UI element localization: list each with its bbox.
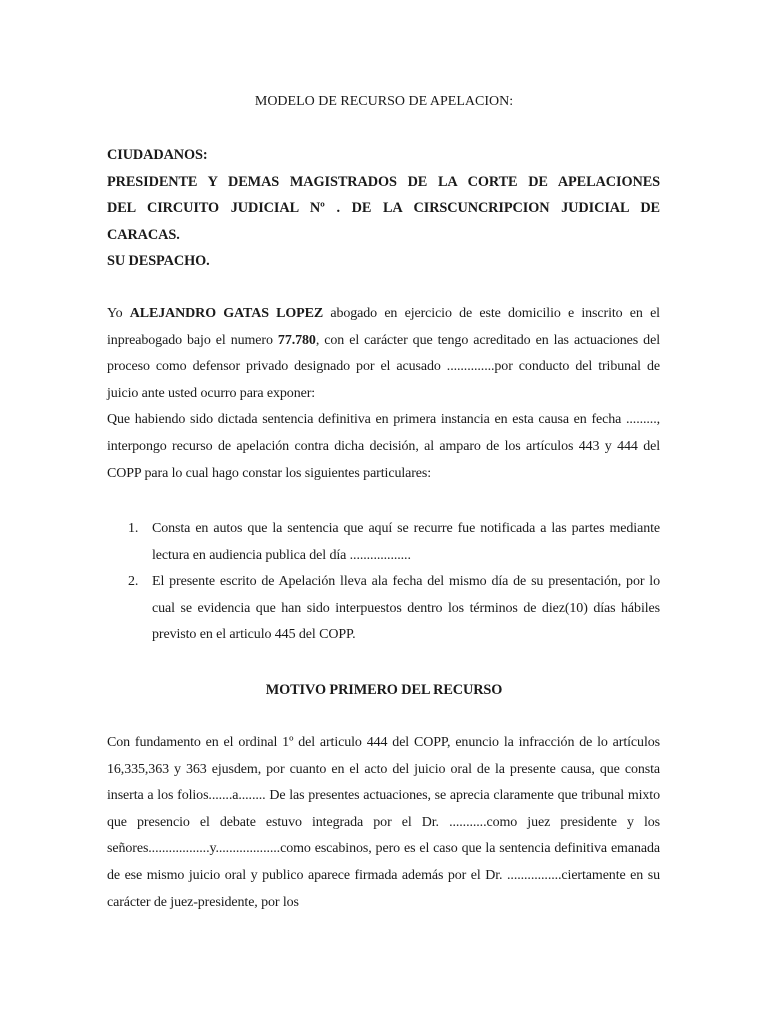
intro-p1-mid: abogado en ejercicio de este domicilio e inscrito en el inpreabogado bajo el numero	[107, 306, 660, 348]
particulars-list	[107, 516, 660, 649]
section-heading: MOTIVO PRIMERO DEL RECURSO	[265, 682, 503, 698]
address-line-caracas: CARACAS.	[107, 226, 180, 243]
address-block	[107, 142, 660, 275]
list-item	[107, 569, 660, 649]
inpreabogado-number: 77.780	[277, 332, 316, 348]
intro-paragraph-2: Que habiendo sido dictada sentencia definitiva en primera instancia en esta causa en fecha ........., interpongo recurso de apelación contra dicha decisión, al amparo de los artículos 443 y 444 del COPP para lo cual hago constar los siguientes particulares:	[107, 412, 660, 481]
list-item-text: El presente escrito de Apelación lleva ala fecha del mismo día de su presentación, por lo cual se evidencia que han sido interpuestos dentro los términos de diez(10) días hábiles previsto en el articulo 445 del COPP.	[152, 574, 660, 643]
address-line-ciudadanos: CIUDADANOS:	[107, 147, 208, 163]
intro-p1-before: Yo	[107, 306, 130, 321]
document-title: MODELO DE RECURSO DE APELACION:	[254, 94, 514, 109]
address-line-despacho: SU DESPACHO.	[107, 253, 210, 269]
lawyer-name: ALEJANDRO GATAS LOPEZ	[129, 306, 324, 321]
list-item-text: Consta en autos que la sentencia que aquí se recurre fue notificada a las partes mediante lectura en audiencia publica del día ..................	[152, 521, 660, 563]
list-item-number: 1.	[128, 521, 139, 536]
intro-paragraph-1	[107, 301, 660, 407]
address-line-circuito: DEL CIRCUITO JUDICIAL Nº . DE LA CIRSCUNCRIPCION JUDICIAL DE	[107, 200, 660, 216]
list-item	[107, 516, 660, 569]
intro-section	[107, 301, 660, 487]
address-line-presidente: PRESIDENTE Y DEMAS MAGISTRADOS DE LA CORTE DE APELACIONES	[107, 173, 660, 190]
motivo-section	[107, 730, 660, 916]
intro-p1-after: , con el carácter que tengo acreditado en las actuaciones del proceso como defensor privado designado por el acusado ..............por conducto del tribunal de juicio ante usted ocurro para exponer:	[107, 332, 660, 401]
motivo-paragraph: Con fundamento en el ordinal 1º del articulo 444 del COPP, enuncio la infracción de lo artículos 16,335,363 y 363 ejusdem, por cuanto en el acto del juicio oral de la presente causa, que consta inserta a los folios.......a........ De las presentes actuaciones, se aprecia claramente que tribunal mixto que presencio el debate estuvo integrada por el Dr. ...........como juez presidente y los señores..................y...................como escabinos, pero es el caso que la sentencia definitiva emanada de ese mismo juicio oral y publico aparece firmada además por el Dr. ................ciertamente en su carácter de juez-presidente, por los	[107, 735, 660, 910]
list-item-number: 2.	[128, 574, 139, 590]
